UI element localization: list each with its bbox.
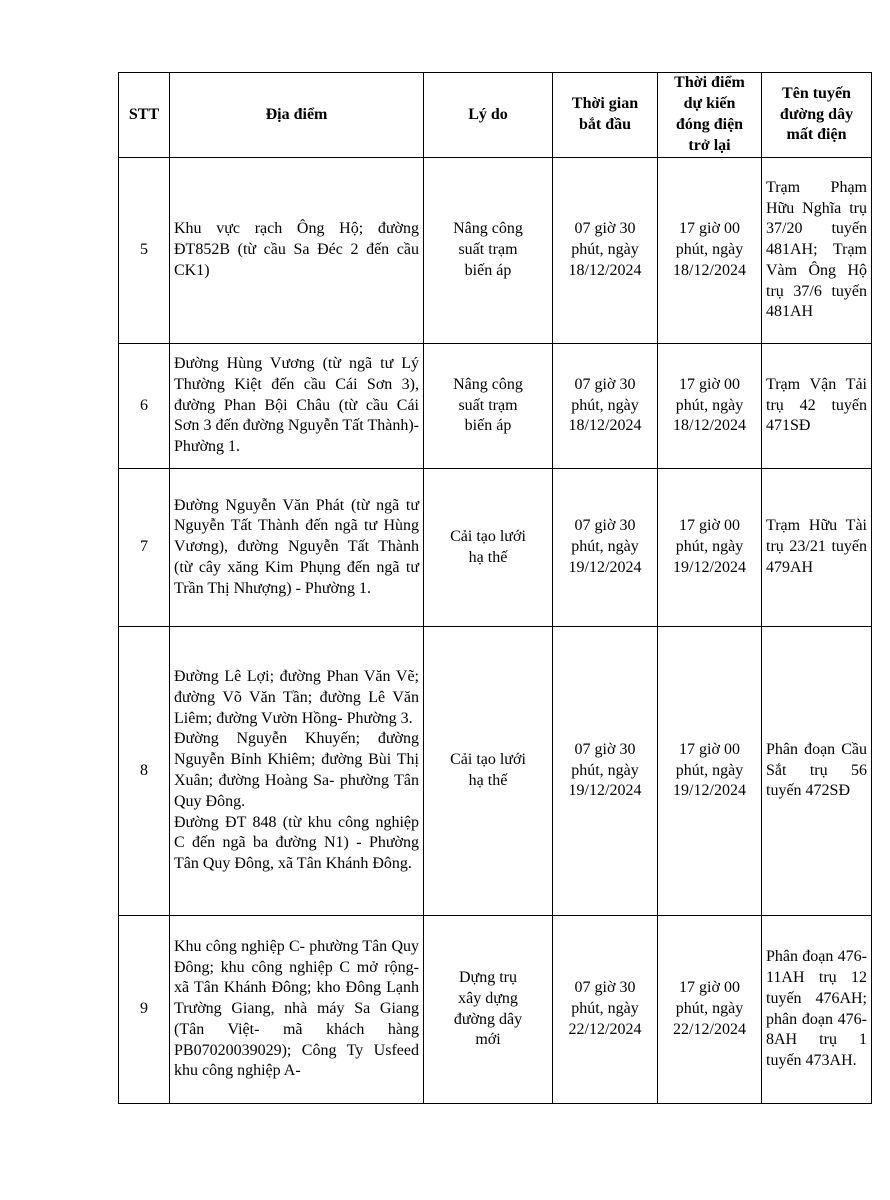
reason-line: hạ thế <box>468 548 508 566</box>
row-line-name: Trạm Hữu Tài trụ 23/21 tuyến 479AH <box>762 469 872 627</box>
reason-line: Nâng công <box>453 375 523 393</box>
row-line-name: Phân đoạn Cầu Sắt trụ 56 tuyến 472SĐ <box>762 627 872 916</box>
restore-line: 17 giờ 00 <box>679 375 740 393</box>
header-start-line: Thời gian <box>571 95 639 113</box>
start-line: 07 giờ 30 <box>574 740 636 758</box>
reason-line: Dựng trụ <box>459 968 517 986</box>
restore-line: phút, ngày <box>675 761 744 779</box>
start-line: 18/12/2024 <box>568 261 642 279</box>
reason-line: Cải tạo lưới <box>450 527 526 545</box>
header-restore-line: đóng điện <box>675 116 744 133</box>
row-stt: 9 <box>119 916 170 1104</box>
row-start-time <box>553 469 658 627</box>
row-stt: 8 <box>119 627 170 916</box>
table-row <box>119 344 872 469</box>
header-start-time <box>553 73 658 158</box>
start-line: 07 giờ 30 <box>574 517 636 535</box>
header-start-line: bắt đầu <box>578 116 632 133</box>
reason-line: biến áp <box>464 417 512 435</box>
row-restore-time <box>658 916 762 1104</box>
row-stt: 7 <box>119 469 170 627</box>
restore-line: phút, ngày <box>675 396 744 414</box>
row-location <box>170 344 424 469</box>
location-paragraph: Khu công nghiệp C- phường Tân Quy Đông; khu công nghiệp C mở rộng- xã Tân Khánh Đông; kho Đông Lạnh Trường Giang, nhà máy Sa Giang (Tân Việt- mã khách hàng PB07020039029); Công Ty Usfeed khu công nghiệp A- <box>174 937 419 1080</box>
restore-line: 19/12/2024 <box>673 782 746 800</box>
header-restore-line: Thời điểm <box>674 74 745 92</box>
reason-line: Nâng công <box>453 220 523 238</box>
row-restore-time <box>658 469 762 627</box>
row-reason <box>424 916 553 1104</box>
restore-line: 17 giờ 00 <box>679 979 740 997</box>
header-restore-line: trở lại <box>688 136 731 154</box>
reason-line: suất trạm <box>458 396 518 414</box>
reason-line: xây dựng <box>458 989 518 1007</box>
start-line: 22/12/2024 <box>568 1020 642 1038</box>
row-stt: 5 <box>119 158 170 344</box>
row-start-time <box>553 158 658 344</box>
start-line: 19/12/2024 <box>568 558 642 576</box>
header-row <box>119 73 872 158</box>
header-location: Địa điểm <box>170 73 424 158</box>
header-line-line: đường dây <box>779 105 854 123</box>
restore-line: phút, ngày <box>675 1000 744 1018</box>
reason-line: đường dây <box>453 1010 523 1028</box>
reason-line: mới <box>475 1031 501 1049</box>
row-start-time <box>553 344 658 469</box>
header-stt: STT <box>119 73 170 158</box>
restore-line: 18/12/2024 <box>673 261 746 279</box>
location-paragraph: Đường Nguyễn Khuyến; đường Nguyễn Bỉnh Khiêm; đường Bùi Thị Xuân; đường Hoàng Sa- phường Tân Quy Đông. <box>174 730 419 810</box>
start-line: 18/12/2024 <box>568 417 642 435</box>
row-restore-time <box>658 627 762 916</box>
row-restore-time <box>658 344 762 469</box>
restore-line: phút, ngày <box>675 241 744 259</box>
row-reason <box>424 469 553 627</box>
reason-line: hạ thế <box>468 772 508 789</box>
restore-line: 18/12/2024 <box>673 417 746 435</box>
start-line: 07 giờ 30 <box>574 220 636 238</box>
row-start-time <box>553 627 658 916</box>
reason-line: suất trạm <box>458 241 518 259</box>
row-line-name: Trạm Vận Tải trụ 42 tuyến 471SĐ <box>762 344 872 469</box>
restore-line: 17 giờ 00 <box>679 740 740 758</box>
location-paragraph: Đường Hùng Vương (từ ngã tư Lý Thường Kiệt đến cầu Cái Sơn 3), đường Phan Bội Châu (từ cầu Cái Sơn 3 đến đường Nguyễn Tất Thành)- Phường 1. <box>174 355 419 456</box>
start-line: phút, ngày <box>571 1000 639 1018</box>
location-paragraph: Đường ĐT 848 (từ khu công nghiệp C đến ngã ba đường N1) - Phường Tân Quy Đông, xã Tân Khánh Đông. <box>174 813 419 873</box>
row-location <box>170 627 424 916</box>
table-row <box>119 916 872 1104</box>
start-line: phút, ngày <box>571 241 639 259</box>
reason-line: Cải tạo lưới <box>450 751 526 769</box>
restore-line: 17 giờ 00 <box>679 220 740 238</box>
header-line-line: mất điện <box>786 126 847 144</box>
location-paragraph: Đường Nguyễn Văn Phát (từ ngã tư Nguyễn Tất Thành đến ngã tư Hùng Vương), đường Nguyễn Tất Thành (từ cây xăng Kim Phụng đến ngã tư Trần Thị Nhượng) - Phường 1. <box>174 496 419 597</box>
row-reason <box>424 627 553 916</box>
header-restore-line: dự kiến <box>683 95 736 113</box>
start-line: phút, ngày <box>571 538 639 556</box>
restore-line: 19/12/2024 <box>673 558 746 576</box>
location-paragraph: Đường Lê Lợi; đường Phan Văn Vẽ; đường Võ Văn Tần; đường Lê Văn Liêm; đường Vườn Hồng- Phường 3. <box>174 668 419 727</box>
start-line: 19/12/2024 <box>568 782 642 800</box>
start-line: 07 giờ 30 <box>574 979 636 997</box>
table-row <box>119 627 872 916</box>
header-restore-time <box>658 73 762 158</box>
header-reason: Lý do <box>424 73 553 158</box>
row-line-name: Phân đoạn 476-11AH trụ 12 tuyến 476AH; phân đoạn 476-8AH trụ 1 tuyến 473AH. <box>762 916 872 1104</box>
header-line-name <box>762 73 872 158</box>
power-outage-table <box>118 72 872 1104</box>
row-line-name: Trạm Phạm Hữu Nghĩa trụ 37/20 tuyến 481AH; Trạm Vàm Ông Hộ trụ 37/6 tuyến 481AH <box>762 158 872 344</box>
table-row <box>119 469 872 627</box>
row-location <box>170 916 424 1104</box>
location-paragraph: Khu vực rạch Ông Hộ; đường ĐT852B (từ cầu Sa Đéc 2 đến cầu CK1) <box>174 220 419 279</box>
start-line: phút, ngày <box>571 396 639 414</box>
row-restore-time <box>658 158 762 344</box>
start-line: phút, ngày <box>571 761 639 779</box>
restore-line: 17 giờ 00 <box>679 517 740 535</box>
row-location <box>170 469 424 627</box>
start-line: 07 giờ 30 <box>574 375 636 393</box>
table-row <box>119 158 872 344</box>
row-stt: 6 <box>119 344 170 469</box>
row-reason <box>424 344 553 469</box>
header-line-line: Tên tuyến <box>782 84 851 102</box>
row-start-time <box>553 916 658 1104</box>
restore-line: phút, ngày <box>675 538 744 556</box>
reason-line: biến áp <box>464 261 512 279</box>
restore-line: 22/12/2024 <box>673 1020 746 1038</box>
row-reason <box>424 158 553 344</box>
row-location <box>170 158 424 344</box>
